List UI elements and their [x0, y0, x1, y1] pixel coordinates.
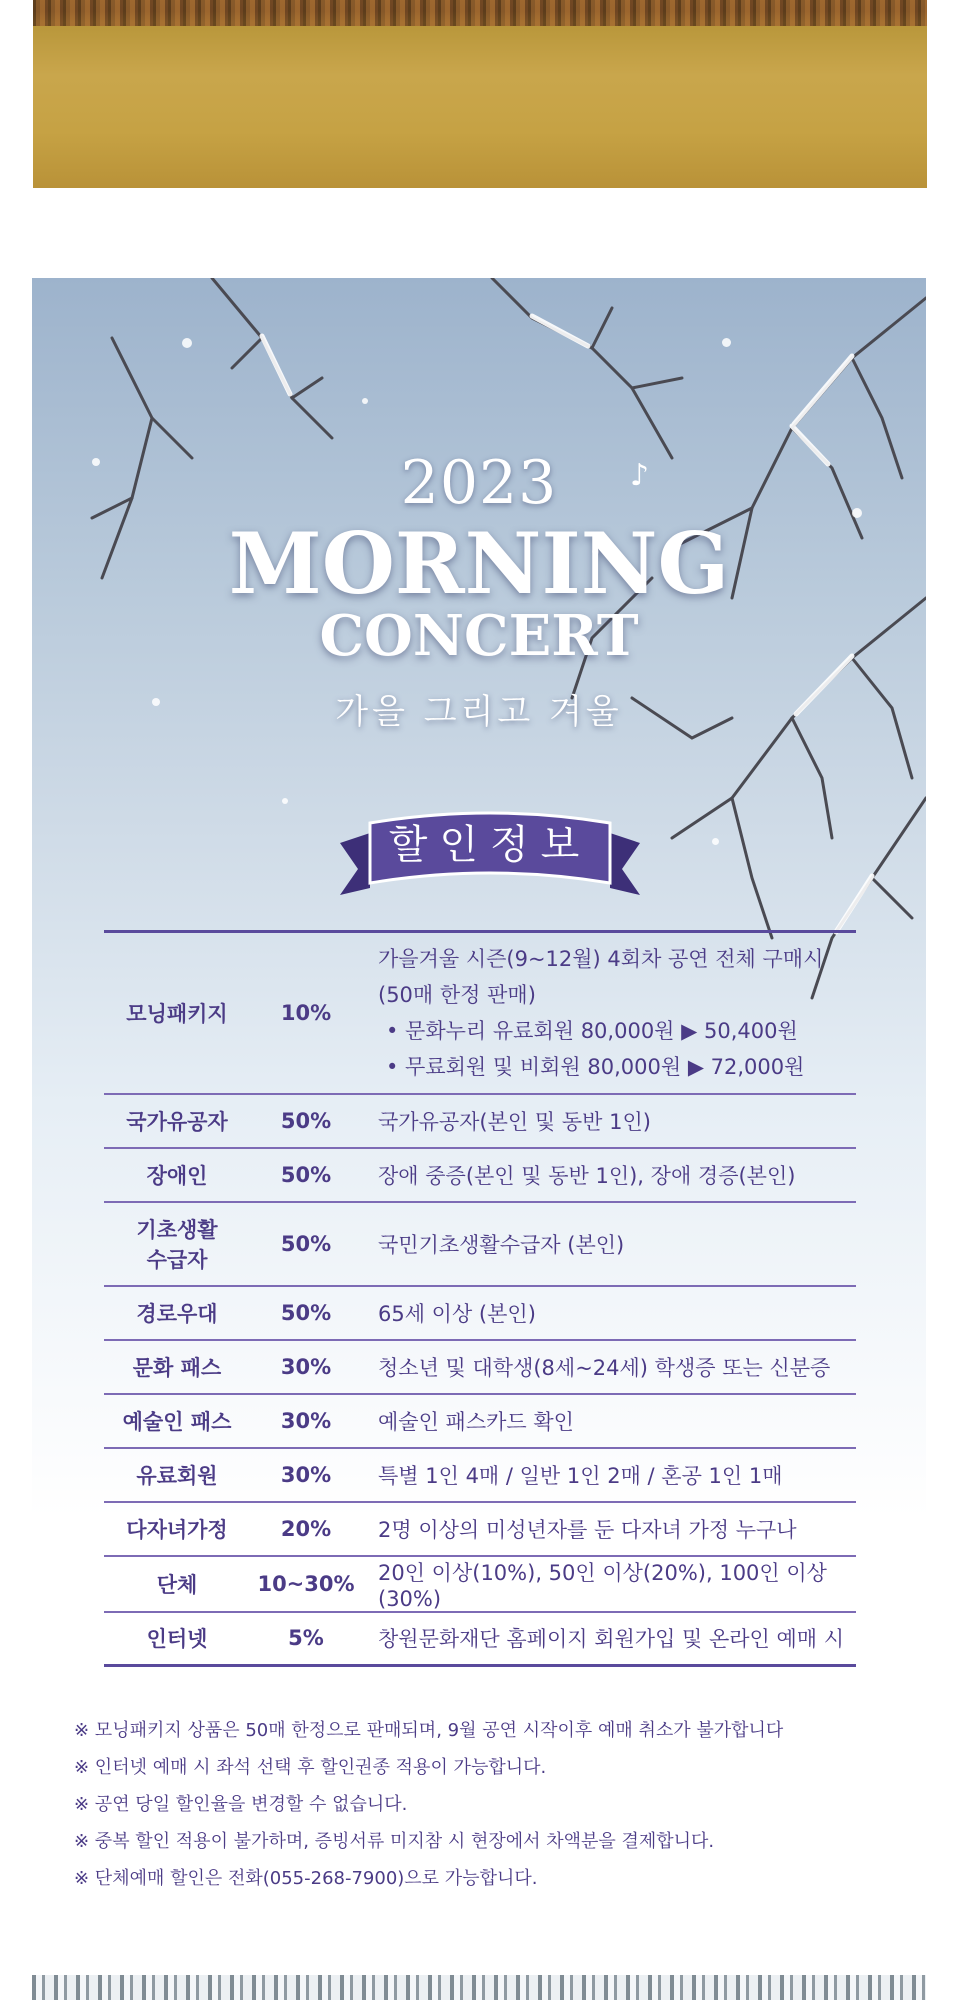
discount-rate: 30% [280, 1408, 332, 1433]
discount-name: 장애인 [146, 1163, 208, 1188]
discount-name [104, 1202, 250, 1286]
discount-name-line: 수급자 [146, 1247, 208, 1272]
section-title: 할인정보 [388, 822, 592, 868]
table-row [104, 1202, 856, 1286]
discount-description: 특별 1인 4매 / 일반 1인 2매 / 혼공 1인 1매 [378, 1463, 783, 1488]
desc-line: 가을겨울 시즌(9~12월) 4회차 공연 전체 구매시 [378, 946, 824, 971]
discount-rate: 10~30% [257, 1571, 355, 1596]
discount-table [104, 930, 856, 1667]
discount-description: 65세 이상 (본인) [378, 1301, 536, 1326]
snowflake [722, 338, 731, 347]
discount-name: 국가유공자 [126, 1109, 228, 1134]
note-item: ※ 단체예매 할인은 전화(055-268-7900)으로 가능합니다. [74, 1868, 538, 1889]
table-row [104, 1286, 856, 1340]
autumn-field-image [33, 0, 927, 188]
note-item: ※ 인터넷 예매 시 좌석 선택 후 할인권종 적용이 가능합니다. [74, 1757, 547, 1778]
table-row [104, 1448, 856, 1502]
discount-rate: 30% [280, 1462, 332, 1487]
discount-rate: 50% [280, 1300, 332, 1325]
notes-list [74, 1712, 874, 1897]
discount-description [362, 932, 856, 1094]
discount-name-line: 기초생활 [136, 1217, 218, 1242]
discount-rate: 5% [288, 1626, 324, 1651]
bottom-winter-trees [32, 1975, 926, 2000]
table-row [104, 1394, 856, 1448]
discount-rate: 20% [280, 1516, 332, 1541]
title-morning: MORNING [228, 514, 730, 613]
discount-name: 인터넷 [146, 1627, 208, 1652]
table-row [104, 1094, 856, 1148]
snowflake [182, 338, 192, 348]
table-row [104, 932, 856, 1094]
snowflake [712, 838, 719, 845]
discount-description: 2명 이상의 미성년자를 둔 다자녀 가정 누구나 [378, 1517, 797, 1542]
snowflake [362, 398, 368, 404]
discount-rate: 50% [280, 1231, 332, 1256]
discount-info-ribbon [330, 793, 650, 903]
discount-name: 유료회원 [136, 1463, 218, 1488]
discount-description: 국민기초생활수급자 (본인) [378, 1232, 625, 1257]
discount-description: 예술인 패스카드 확인 [378, 1409, 574, 1434]
discount-description: 장애 중증(본인 및 동반 1인), 장애 경증(본인) [378, 1163, 796, 1188]
title-concert: CONCERT [319, 603, 639, 669]
desc-line: (50매 한정 판매) [378, 982, 536, 1007]
snowflake [282, 798, 288, 804]
discount-rate: 30% [280, 1354, 332, 1379]
table-row [104, 1502, 856, 1556]
poster-title [32, 448, 926, 733]
table-row [104, 1556, 856, 1612]
concert-subtitle: 가을 그리고 겨울 [335, 692, 623, 732]
discount-description: 국가유공자(본인 및 동반 1인) [378, 1109, 651, 1134]
note-item: ※ 공연 당일 할인율을 변경할 수 없습니다. [74, 1794, 408, 1815]
discount-description: 청소년 및 대학생(8세~24세) 학생증 또는 신분증 [378, 1355, 831, 1380]
discount-name: 경로우대 [136, 1301, 218, 1326]
music-note-icon: ♪ [630, 458, 650, 493]
discount-name: 다자녀가정 [126, 1517, 228, 1542]
table-row [104, 1340, 856, 1394]
treeline [33, 0, 927, 26]
discount-rate: 50% [280, 1162, 332, 1187]
note-item: ※ 중복 할인 적용이 불가하며, 증빙서류 미지참 시 현장에서 차액분을 결제합니다. [74, 1831, 715, 1852]
discount-rate: 50% [280, 1108, 332, 1133]
table-row [104, 1148, 856, 1202]
desc-bullet: • 무료회원 및 비회원 80,000원 ▶ 72,000원 [386, 1054, 805, 1079]
discount-name: 모닝패키지 [126, 1001, 228, 1026]
concert-year: 2023 [400, 448, 558, 518]
discount-name: 문화 패스 [132, 1355, 222, 1380]
discount-description: 창원문화재단 홈페이지 회원가입 및 온라인 예매 시 [378, 1627, 845, 1652]
table-row [104, 1612, 856, 1666]
discount-rate: 10% [280, 1000, 332, 1025]
discount-description: 20인 이상(10%), 50인 이상(20%), 100인 이상(30%) [378, 1560, 827, 1611]
discount-name: 예술인 패스 [122, 1409, 232, 1434]
note-item: ※ 모닝패키지 상품은 50매 한정으로 판매되며, 9월 공연 시작이후 예매 취소가 불가합니다 [74, 1720, 784, 1741]
discount-name: 단체 [156, 1572, 198, 1597]
desc-bullet: • 문화누리 유료회원 80,000원 ▶ 50,400원 [386, 1018, 798, 1043]
